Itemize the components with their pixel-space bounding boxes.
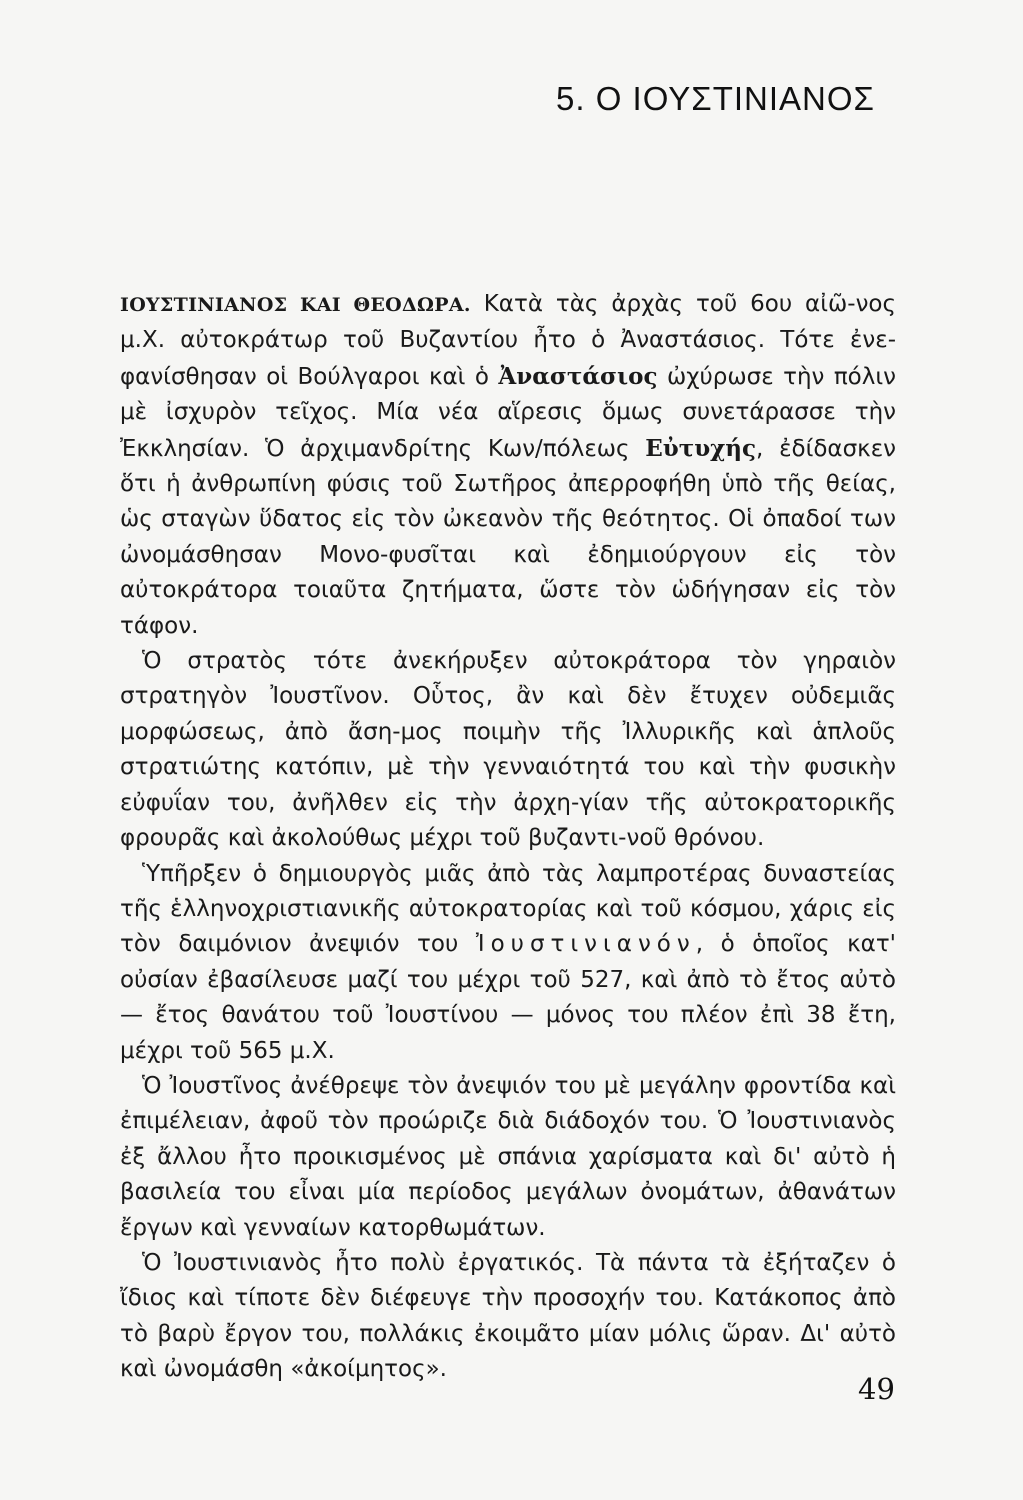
paragraph-1-text-b: ὠχύρωσε τὴν πόλιν μὲ ἰσχυρὸν τεῖχος. Μία νέα αἵρεσις ὅμως συνετάρασσε τὴν Ἐκκλησίαν. Ὁ ἀρχιμανδρίτης Κων/πόλεως bbox=[120, 363, 896, 462]
paragraph-5: Ὁ Ἰουστινιανὸς ἦτο πολὺ ἐργατικός. Τὰ πάντα τὰ ἐξήταζεν ὁ ἴδιος καὶ τίποτε δὲν διέφευγε τὴν προσοχήν του. Κατάκοπος ἀπὸ τὸ βαρὺ ἔργον του, πολλάκις ἐκοιμᾶτο μίαν μόλις ὥραν. Δι' αὐτὸ καὶ ὠνομάσθη «ἀκοίμητος». bbox=[120, 1249, 896, 1383]
paragraph-4: Ὁ Ἰουστῖνος ἀνέθρεψε τὸν ἀνεψιόν του μὲ μεγάλην φροντίδα καὶ ἐπιμέλειαν, ἀφοῦ τὸν προώριζε διὰ διάδοχόν του. Ὁ Ἰουστινιανὸς ἐξ ἄλλου ἦτο προικισμένος μὲ σπάνια χαρίσματα καὶ δι' αὐτὸ ἡ βασιλεία του εἶναι μία περίοδος μεγάλων ὀνομάτων, ἀθανάτων ἔργων καὶ γενναίων κατορθωμάτων. bbox=[120, 1072, 896, 1241]
bold-name-eutyches: Εὐτυχής bbox=[645, 434, 757, 462]
paragraph-1-text-a: Κατὰ τὰς ἀρχὰς τοῦ 6ου αἰῶ-νος μ.Χ. αὐτοκράτωρ τοῦ Βυζαντίου ἦτο ὁ Ἀναστάσιος. Τότε ἐνε-φανίσθησαν οἱ Βούλγαροι καὶ ὁ bbox=[120, 291, 896, 390]
bold-name-anastasios: Ἀναστάσιος bbox=[498, 362, 658, 390]
paragraph-2: Ὁ στρατὸς τότε ἀνεκήρυξεν αὐτοκράτορα τὸν γηραιὸν στρατηγὸν Ἰουστῖνον. Οὗτος, ἂν καὶ δὲν ἔτυχεν οὐδεμιᾶς μορφώσεως, ἀπὸ ἄση-μος ποιμὴν τῆς Ἰλλυρικῆς καὶ ἁπλοῦς στρατιώτης κατόπιν, μὲ τὴν γενναιότητά του καὶ τὴν φυσικὴν εὐφυΐαν του, ἀνῆλθεν εἰς τὴν ἀρχη-γίαν τῆς αὐτοκρατορικῆς φρουρᾶς καὶ ἀκολούθως μέχρι τοῦ βυζαντι-νοῦ θρόνου. bbox=[120, 648, 896, 852]
body-text bbox=[120, 287, 896, 1388]
paragraph-3-text-a: Ὑπῆρξεν ὁ δημιουργὸς μιᾶς ἀπὸ τὰς λαμπροτέρας δυναστείας τῆς ἑλληνοχριστιανικῆς αὐτοκρατορίας καὶ τοῦ κόσμου, χάρις εἰς τὸν δαιμόνιον ἀνεψιόν του bbox=[120, 860, 896, 958]
paragraph-1 bbox=[120, 287, 896, 644]
spaced-name-justinian: Ἰουστινιανόν bbox=[475, 931, 696, 958]
section-heading: ΙΟΥΣΤΙΝΙΑΝΟΣ ΚΑΙ ΘΕΟΔΩΡΑ. bbox=[120, 294, 471, 316]
paragraph-1-text-c: , ἐδίδασκεν ὅτι ἡ ἀνθρωπίνη φύσις τοῦ Σωτῆρος ἀπερροφήθη ὑπὸ τῆς θείας, ὡς σταγὼν ὕδατος εἰς τὸν ὠκεανὸν τῆς θεότητος. Οἱ ὀπαδοί των ὠνομάσθησαν Μονο-φυσῖται καὶ ἐδημιούργουν εἰς τὸν αὐτοκράτορα τοιαῦτα ζητήματα, ὥστε τὸν ὡδήγησαν εἰς τὸν τάφον. bbox=[120, 435, 896, 639]
chapter-title: 5. Ο ΙΟΥΣΤΙΝΙΑΝΟΣ bbox=[556, 80, 875, 117]
paragraph-3-text-b: , ὁ ὁποῖος κατ' οὐσίαν ἐβασίλευσε μαζί του μέχρι τοῦ 527, καὶ ἀπὸ τὸ ἔτος αὐτὸ — ἔτος θανάτου τοῦ Ἰουστίνου — μόνος του πλέον ἐπὶ 38 ἔτη, μέχρι τοῦ 565 μ.Χ. bbox=[120, 931, 897, 1064]
paragraph-3 bbox=[120, 857, 896, 1069]
page-number: 49 bbox=[858, 1372, 895, 1406]
